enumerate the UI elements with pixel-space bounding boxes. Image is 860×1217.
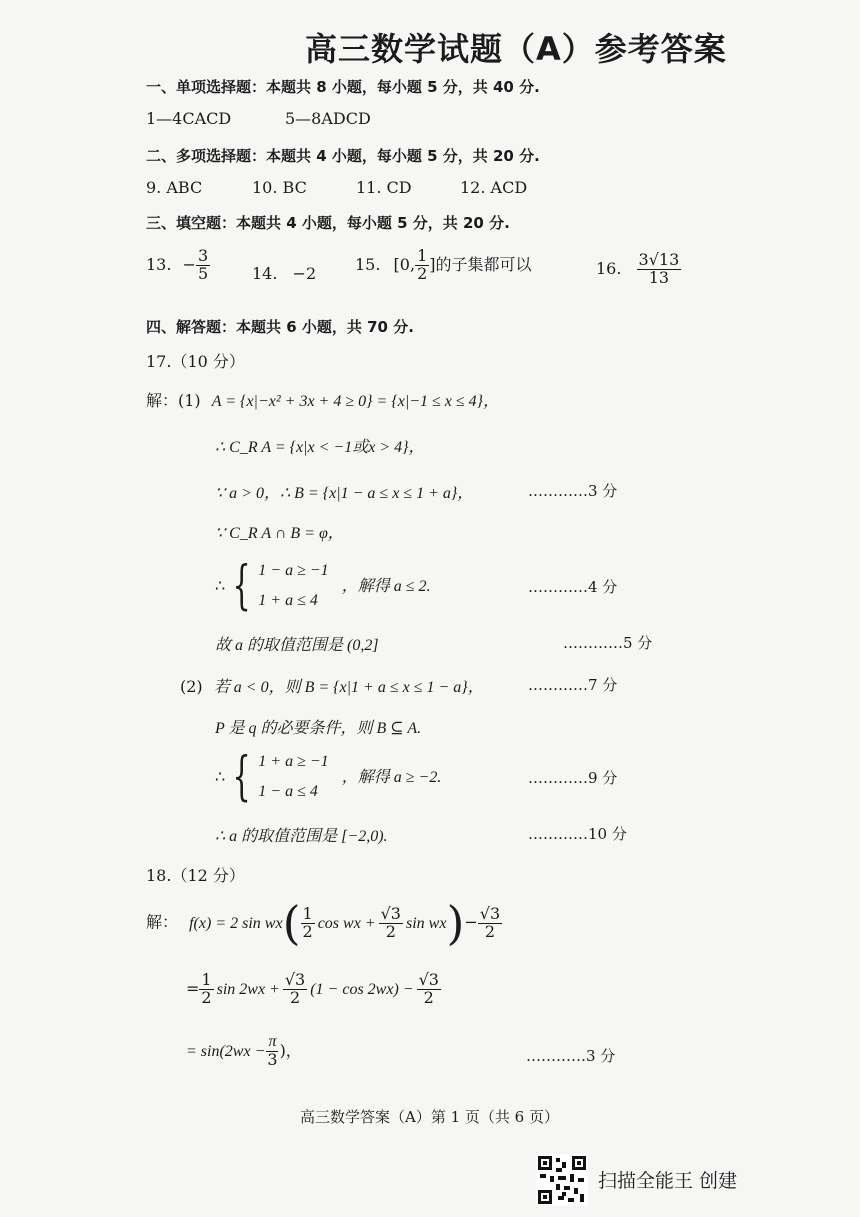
q17-score-10: …………10 分 [528, 825, 627, 843]
q15-numerator: 1 [417, 246, 428, 265]
q17-therefore-2: ∴ [215, 766, 226, 786]
q18-l2-frac-half-den: 2 [201, 987, 212, 1007]
q15-close: ] [429, 254, 436, 274]
mc-answers-5-8: 5—8ADCD [285, 109, 371, 128]
q13-label: 13. [146, 254, 172, 274]
section-4-header: 四、解答题：本题共 6 小题，共 70 分. [146, 318, 414, 336]
q18-l2-frac-half-num: 1 [201, 970, 212, 989]
section-1-header: 一、单项选择题：本题共 8 小题，每小题 5 分，共 40 分. [146, 78, 540, 96]
multi-answer-11: 11. CD [356, 178, 412, 197]
q17-line-3: ∵ a > 0，∴ B = {x|1 − a ≤ x ≤ 1 + a}， [215, 485, 474, 502]
page-title: 高三数学试题（A）参考答案 [305, 30, 727, 68]
multi-answer-9: 9. ABC [146, 178, 203, 197]
q18-line-3-a: = sin(2wx − [186, 1042, 266, 1060]
q17-line-7 [180, 674, 484, 697]
left-brace-icon: { [232, 556, 251, 617]
q18-line-2 [186, 972, 441, 1007]
q17-score-7: …………7 分 [528, 676, 618, 694]
q18-frac-root3-1 [379, 903, 403, 941]
q17-score-5: …………5 分 [563, 634, 653, 652]
mc-answers-1-4: 1—4CACD [146, 109, 232, 128]
multi-answer-12: 12. ACD [460, 178, 528, 197]
q17-line-8: P 是 q 的必要条件，则 B ⊆ A. [215, 720, 422, 737]
q18-l3-frac-pi3-den: 3 [267, 1049, 278, 1069]
q18-l2-frac-root3-1-den: 2 [289, 987, 301, 1007]
section-2-header: 二、多项选择题：本题共 4 小题，每小题 5 分，共 20 分. [146, 147, 540, 165]
q17-line-1-math: A = {x|−x² + 3x + 4 ≥ 0} = {x|−1 ≤ x ≤ 4}， [211, 393, 500, 410]
q17-score-4: …………4 分 [528, 578, 618, 596]
q18-score-3: …………3 分 [526, 1047, 616, 1065]
q18-line-2-c: (1 − cos 2wx) − [310, 980, 414, 998]
q18-line-1 [146, 896, 502, 950]
q17-line-5 [215, 556, 431, 617]
q17-line-1 [146, 388, 499, 411]
q13-numerator: 3 [197, 246, 209, 265]
q18-line-2-b: sin 2wx + [216, 980, 280, 998]
q15-label: 15. [355, 254, 381, 274]
q13-sign: − [182, 254, 196, 274]
q13-denominator: 5 [197, 263, 209, 283]
multi-answer-10: 10. BC [252, 178, 307, 197]
q17-system-1-eq1: 1 − a ≥ −1 [258, 562, 329, 579]
fill-answer-14 [252, 264, 316, 283]
left-brace-icon: { [232, 747, 251, 808]
q17-system-1-eq2: 1 + a ≤ 4 [258, 592, 318, 610]
q18-line-3 [186, 1034, 302, 1069]
q16-fraction [637, 252, 682, 287]
q15-fraction [415, 248, 429, 283]
q18-frac-root3-2-num: √3 [479, 903, 501, 923]
q18-frac-root3-2-den: 2 [484, 921, 496, 941]
q17-line-9 [215, 747, 441, 808]
q18-frac-root3-1-num: √3 [380, 903, 401, 923]
right-paren-icon: ) [446, 896, 465, 950]
q18-l3-frac-pi3-num: π [268, 1033, 277, 1050]
q18-l2-frac-root3-2 [417, 972, 441, 1007]
q17-system-1 [258, 556, 328, 617]
qr-code-icon [536, 1154, 588, 1206]
q17-therefore: ∴ [215, 575, 226, 595]
q17-system-2-eq2: 1 − a ≤ 4 [258, 783, 318, 801]
q18-l2-frac-root3-1 [283, 972, 307, 1007]
fill-answer-13 [146, 248, 210, 283]
q18-l2-frac-root3-2-den: 2 [423, 987, 434, 1007]
q17-line-4: ∵ C_R A ∩ B = φ， [215, 525, 344, 542]
q16-numerator: 3√13 [638, 250, 680, 269]
scanner-brand: 扫描全能王 创建 [598, 1170, 738, 1192]
q18-solution-prefix: 解： [146, 912, 179, 932]
q17-line-2: ∴ C_R A = {x|x < −1或x > 4}， [215, 439, 425, 456]
q17-line-6: 故 a 的取值范围是 (0,2] [215, 637, 379, 654]
left-paren-icon: ( [282, 896, 301, 950]
q17-system-2 [258, 747, 328, 808]
q18-l2-frac-half [199, 972, 213, 1007]
q17-part2-prefix: (2) [180, 677, 203, 696]
fill-answer-16 [596, 252, 681, 287]
q14-value: −2 [292, 264, 317, 283]
q17-score-9: …………9 分 [528, 769, 618, 787]
q17-part1-prefix: 解：(1) [146, 391, 201, 410]
q18-frac-half-num: 1 [302, 903, 313, 923]
q17-line-5-result: ，解得 a ≤ 2. [341, 577, 431, 595]
q18-l3-frac-pi3 [265, 1034, 279, 1069]
q18-l2-frac-root3-2-num: √3 [418, 970, 439, 989]
q18-l2-frac-root3-1-num: √3 [284, 970, 306, 989]
q18-line-1-c: sin wx [405, 914, 447, 932]
q18-line-1-b: cos wx + [317, 914, 376, 932]
q18-frac-half [301, 903, 315, 941]
q18-line-3-b: )， [279, 1040, 302, 1060]
q18-line-1-a: f(x) = 2 sin wx [189, 914, 283, 932]
q17-system-2-eq1: 1 + a ≥ −1 [258, 753, 329, 770]
q17-line-7-math: 若 a < 0，则 B = {x|1 + a ≤ x ≤ 1 − a}， [213, 679, 484, 696]
q15-open: [0, [393, 254, 416, 274]
q14-label: 14. [252, 264, 278, 283]
q18-line-1-d: − [464, 912, 478, 932]
section-3-header: 三、填空题：本题共 4 小题，每小题 5 分，共 20 分. [146, 214, 510, 232]
q17-label: 17.（10 分） [146, 352, 245, 371]
q17-score-3: …………3 分 [528, 482, 618, 500]
q17-line-9-result: ，解得 a ≥ −2. [341, 768, 442, 786]
q15-text: 的子集都可以 [435, 254, 532, 274]
q16-denominator: 13 [648, 267, 670, 287]
q18-label: 18.（12 分） [146, 866, 245, 885]
q18-frac-half-den: 2 [302, 921, 313, 941]
q18-frac-root3-1-den: 2 [385, 921, 396, 941]
q18-line-2-a: = [186, 978, 200, 998]
fill-answer-15 [355, 248, 532, 283]
q18-frac-root3-2 [478, 903, 502, 941]
q15-denominator: 2 [417, 263, 428, 283]
page-footer: 高三数学答案（A）第 1 页（共 6 页） [300, 1108, 559, 1126]
q17-line-10: ∴ a 的取值范围是 [−2,0). [215, 828, 388, 845]
q13-fraction [196, 248, 210, 283]
q16-label: 16. [596, 258, 622, 278]
qr-code-graphic [536, 1154, 588, 1206]
